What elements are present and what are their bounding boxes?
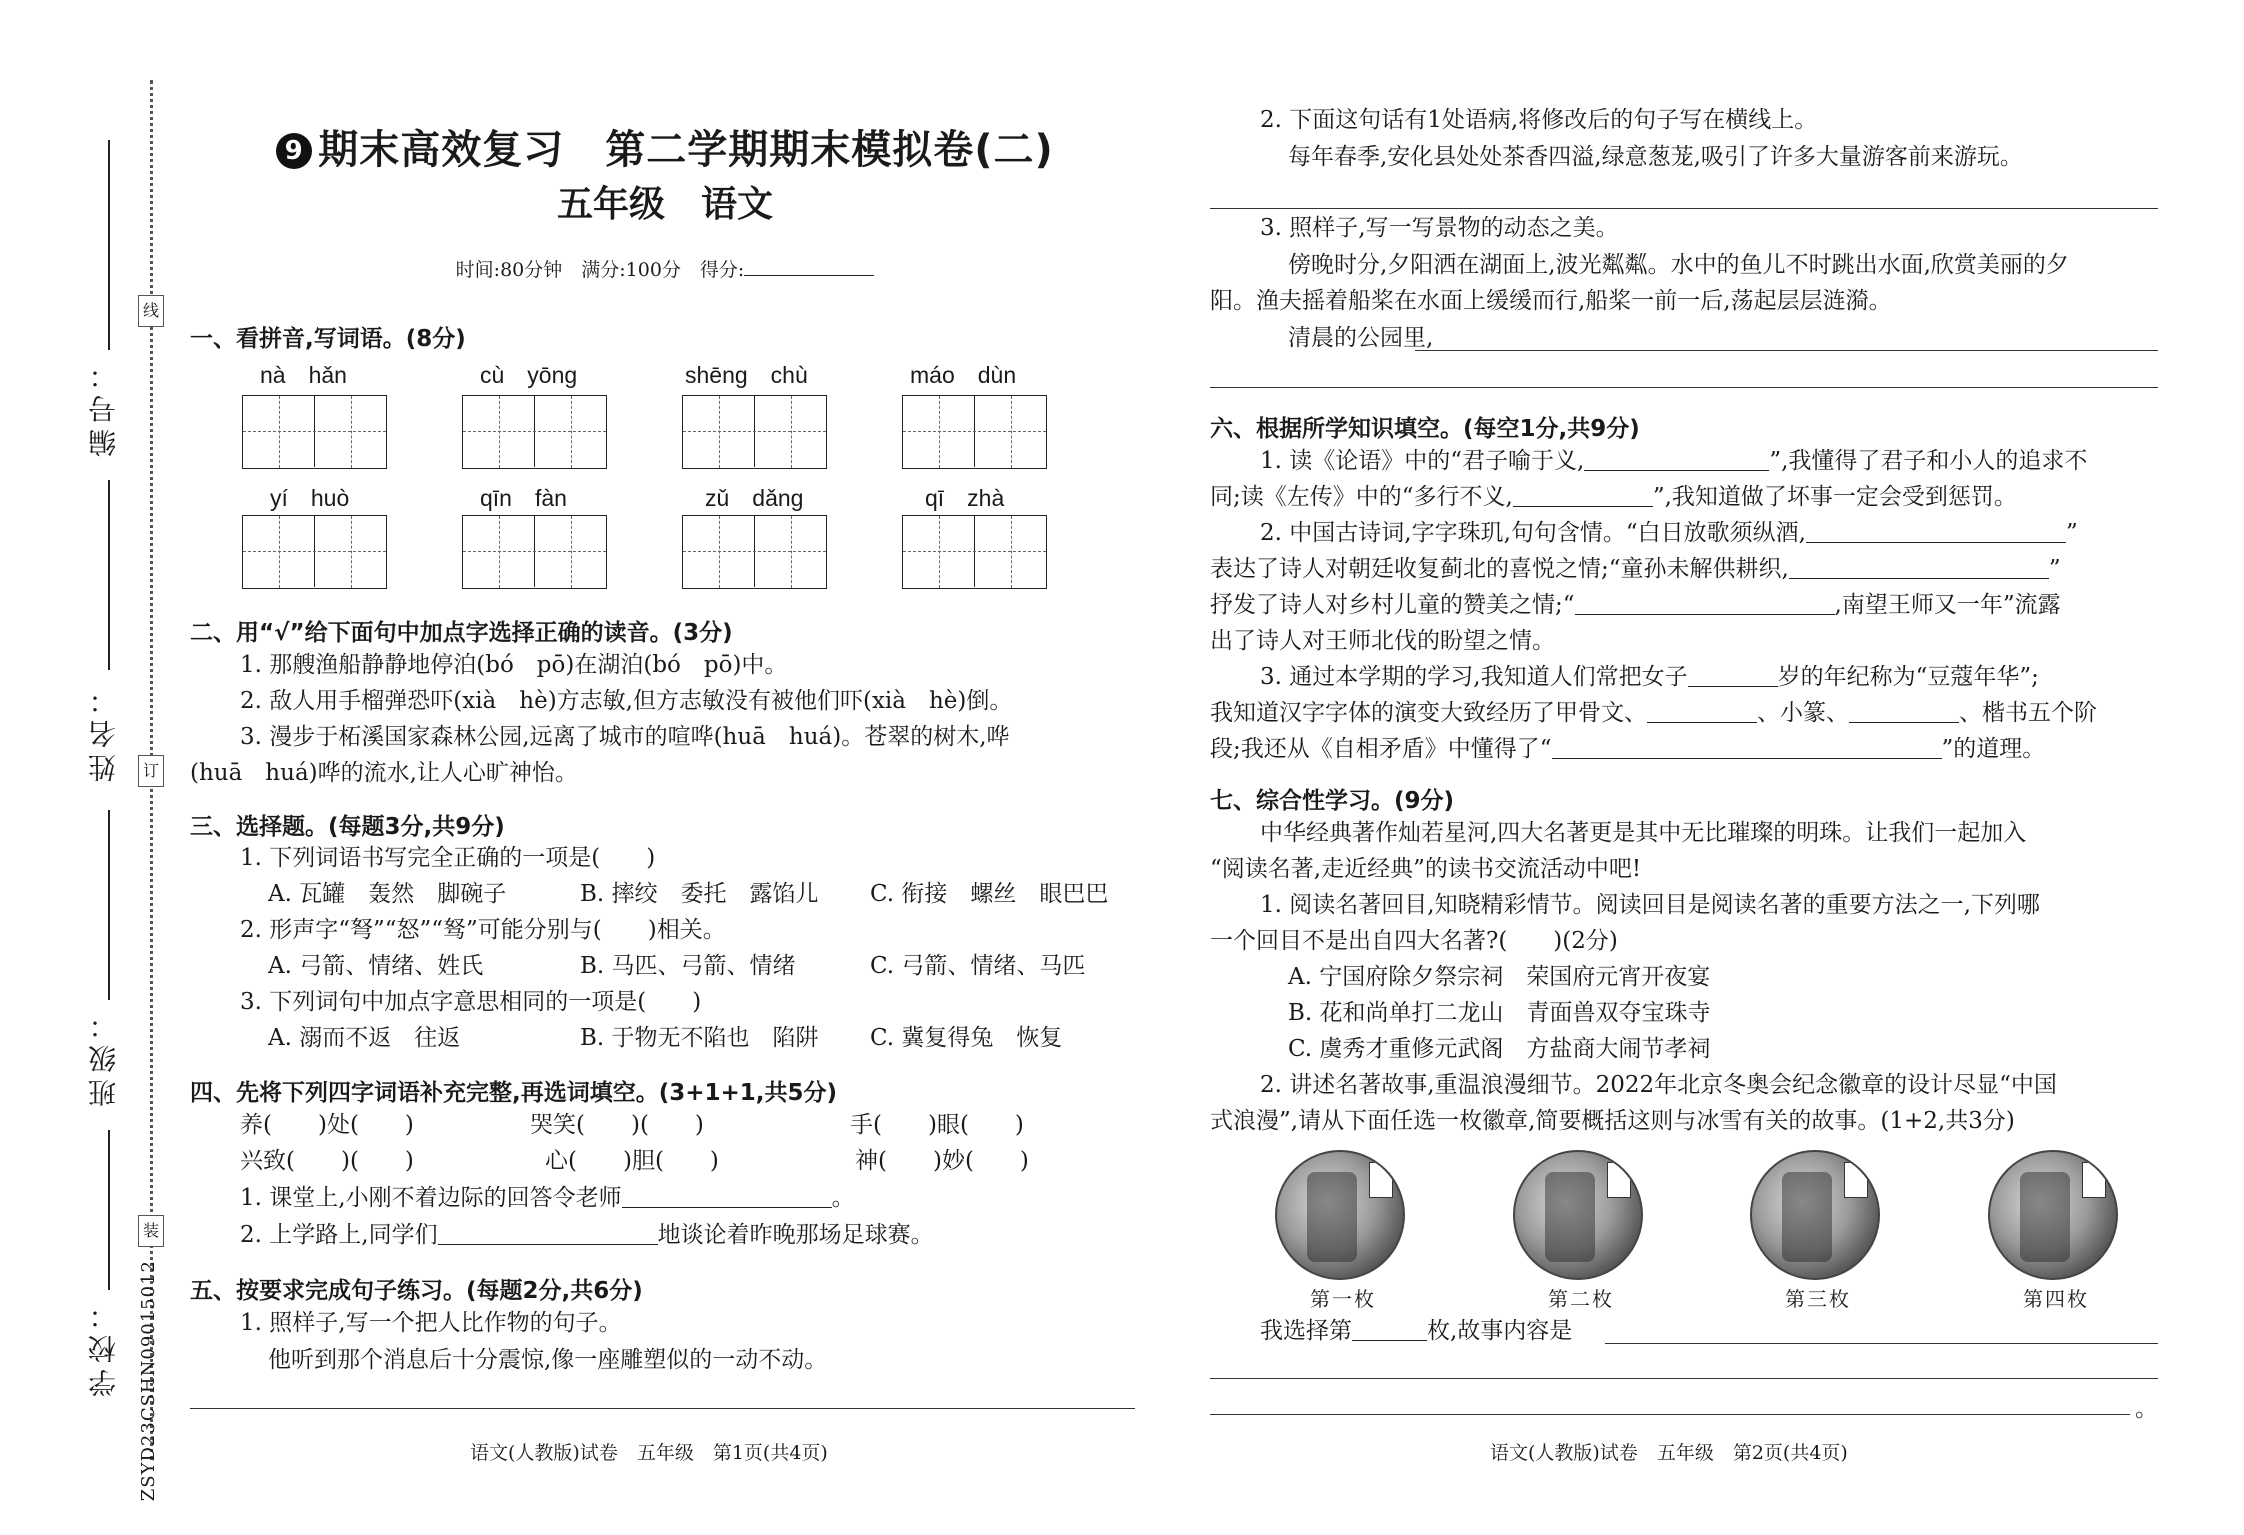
option-b[interactable]: B. 于物无不陷也 陷阱 bbox=[580, 1025, 819, 1051]
exam-title bbox=[190, 118, 1140, 175]
question-line: (huā huá)哗的流水,让人心旷神怡。 bbox=[190, 760, 578, 786]
answer-line[interactable] bbox=[1415, 350, 2158, 351]
binding-mark: 订 bbox=[138, 755, 164, 787]
idiom-blank[interactable]: 养( )处( ) bbox=[240, 1112, 414, 1138]
fill-sentence bbox=[1210, 554, 2061, 584]
pinyin-label: máo dùn bbox=[910, 362, 1017, 388]
idiom-blank[interactable]: 哭笑( )( ) bbox=[530, 1112, 704, 1138]
section-5-heading: 五、按要求完成句子练习。(每题2分,共6分) bbox=[190, 1278, 643, 1304]
option-c[interactable]: C. 弓箭、情绪、马匹 bbox=[870, 953, 1086, 979]
idiom-blank[interactable]: 神( )妙( ) bbox=[855, 1148, 1029, 1174]
answer-line[interactable] bbox=[1210, 1378, 2158, 1379]
section-7-heading: 七、综合性学习。(9分) bbox=[1210, 788, 1455, 814]
page-2 bbox=[1210, 0, 2160, 1535]
example-sentence: 他听到那个消息后十分震惊,像一座雕塑似的一动不动。 bbox=[268, 1347, 828, 1373]
sentence-text: 2. 上学路上,同学们 bbox=[240, 1222, 438, 1248]
option-c[interactable]: C. 衔接 螺丝 眼巴巴 bbox=[870, 881, 1109, 907]
answer-line[interactable] bbox=[190, 1408, 1135, 1409]
fill-sentence bbox=[1260, 662, 2039, 692]
binding-mark: 线 bbox=[138, 295, 164, 327]
page-footer: 语文(人教版)试卷 五年级 第1页(共4页) bbox=[470, 1442, 828, 1464]
question-line: 3. 漫步于柘溪国家森林公园,远离了城市的喧哗(huā huá)。苍翠的树木,哗 bbox=[240, 724, 1010, 750]
meta-text: 时间:80分钟 满分:100分 得分: bbox=[455, 259, 745, 281]
end-mark: 。 bbox=[2135, 1396, 2158, 1422]
fill-sentence bbox=[240, 1220, 934, 1250]
binding-mark: 装 bbox=[138, 1215, 164, 1247]
option-b[interactable]: B. 花和尚单打二龙山 青面兽双夺宝珠寺 bbox=[1288, 1000, 1711, 1026]
class-line[interactable] bbox=[108, 810, 110, 1000]
answer-line[interactable] bbox=[1210, 208, 2158, 209]
fill-sentence bbox=[1260, 446, 2087, 476]
fill-sentence bbox=[240, 1183, 855, 1213]
pinyin-label: yí huò bbox=[270, 485, 350, 511]
sentence-text: 岁的年纪称为“豆蔻年华”; bbox=[1777, 664, 2039, 690]
question-line: 一个回目不是出自四大名著?( )(2分) bbox=[1210, 928, 1618, 954]
answer-blank[interactable] bbox=[1849, 699, 1959, 723]
section-3-heading: 三、选择题。(每题3分,共9分) bbox=[190, 814, 505, 840]
section-6-heading: 六、根据所学知识填空。(每空1分,共9分) bbox=[1210, 416, 1640, 442]
medal-image-1 bbox=[1275, 1150, 1405, 1280]
exam-meta bbox=[190, 255, 1140, 282]
answer-blank[interactable] bbox=[1688, 663, 1778, 687]
name-label: 姓名： bbox=[87, 680, 120, 782]
title-text: 期末高效复习 第二学期期末模拟卷(二) bbox=[318, 127, 1054, 173]
medal-image-4 bbox=[1988, 1150, 2118, 1280]
section-2-heading: 二、用“√”给下面句中加点字选择正确的读音。(3分) bbox=[190, 620, 733, 646]
sentence-text: ,南望王师又一年”流露 bbox=[1834, 592, 2061, 618]
sentence-text: ”,我知道做了坏事一定会受到惩罚。 bbox=[1652, 484, 2017, 510]
answer-blank[interactable] bbox=[1575, 591, 1835, 615]
medal-image-2 bbox=[1513, 1150, 1643, 1280]
sentence-text: 3. 通过本学期的学习,我知道人们常把女子 bbox=[1260, 664, 1688, 690]
sentence-text: 我知道汉字字体的演变大致经历了甲骨文、 bbox=[1210, 700, 1647, 726]
question-line: 2. 形声字“弩”“怒”“驽”可能分别与( )相关。 bbox=[240, 917, 726, 943]
sentence-text: ”,我懂得了君子和小人的追求不 bbox=[1769, 448, 2088, 474]
sentence-text: 抒发了诗人对乡村儿童的赞美之情;“ bbox=[1210, 592, 1575, 618]
paragraph-line: 中华经典著作灿若星河,四大名著更是其中无比璀璨的明珠。让我们一起加入 bbox=[1260, 820, 2027, 846]
sentence-text: ” bbox=[2048, 556, 2061, 582]
answer-blank[interactable] bbox=[622, 1184, 832, 1208]
exam-code: ZSYD23CSHN09015012 bbox=[138, 1260, 159, 1502]
question-line: 式浪漫”,请从下面任选一枚徽章,简要概括这则与冰雪有关的故事。(1+2,共3分) bbox=[1210, 1108, 2015, 1134]
option-a[interactable]: A. 宁国府除夕祭宗祠 荣国府元宵开夜宴 bbox=[1288, 964, 1711, 990]
binding-strip bbox=[0, 0, 175, 1535]
sentence-text: 1. 读《论语》中的“君子喻于义, bbox=[1260, 448, 1585, 474]
question-line: 1. 照样子,写一个把人比作物的句子。 bbox=[240, 1310, 622, 1336]
option-c[interactable]: C. 冀复得兔 恢复 bbox=[870, 1025, 1063, 1051]
option-a[interactable]: A. 溺而不返 往返 bbox=[268, 1025, 461, 1051]
question-line: 2. 讲述名著故事,重温浪漫细节。2022年北京冬奥会纪念徽章的设计尽显“中国 bbox=[1260, 1072, 2057, 1098]
question-line: 2. 下面这句话有1处语病,将修改后的句子写在横线上。 bbox=[1260, 107, 1818, 133]
example-sentence: 每年春季,安化县处处茶香四溢,绿意葱茏,吸引了许多大量游客前来游玩。 bbox=[1288, 144, 2023, 170]
option-c[interactable]: C. 虞秀才重修元武阁 方盐商大闹节孝祠 bbox=[1288, 1036, 1711, 1062]
section-1-heading: 一、看拼音,写词语。(8分) bbox=[190, 326, 466, 352]
answer-blank[interactable] bbox=[1647, 699, 1757, 723]
answer-prompt: 清晨的公园里, bbox=[1288, 325, 1434, 351]
school-label: 学校： bbox=[87, 1295, 120, 1397]
pinyin-label: cù yōng bbox=[480, 362, 578, 388]
sentence-text: 2. 中国古诗词,字字珠玑,句句含情。“白日放歌须纵酒, bbox=[1260, 520, 1806, 546]
answer-line[interactable] bbox=[1210, 1414, 2130, 1415]
character-grid[interactable] bbox=[462, 515, 607, 589]
answer-line[interactable] bbox=[1210, 387, 2158, 388]
character-grid[interactable] bbox=[242, 395, 387, 469]
sentence-text: 、楷书五个阶 bbox=[1959, 700, 2097, 726]
sentence-text: ”的道理。 bbox=[1941, 736, 2046, 762]
class-label: 班级： bbox=[87, 1005, 120, 1107]
example-sentence: 傍晚时分,夕阳洒在湖面上,波光粼粼。水中的鱼儿不时跳出水面,欣赏美丽的夕 bbox=[1288, 252, 2069, 278]
sentence-text: ” bbox=[2065, 520, 2078, 546]
paragraph-line: “阅读名著,走近经典”的读书交流活动中吧! bbox=[1210, 856, 1642, 882]
pinyin-label: qī zhà bbox=[925, 485, 1005, 511]
fill-sentence bbox=[1260, 1316, 1572, 1346]
exam-subtitle: 五年级 语文 bbox=[556, 184, 773, 225]
answer-blank[interactable] bbox=[1806, 519, 2066, 543]
question-line: 3. 照样子,写一写景物的动态之美。 bbox=[1260, 215, 1619, 241]
answer-blank[interactable] bbox=[438, 1221, 658, 1245]
sentence-text: 、小篆、 bbox=[1757, 700, 1849, 726]
medal-label: 第二枚 bbox=[1548, 1287, 1614, 1311]
sentence-text: 。 bbox=[831, 1185, 855, 1211]
medal-image-3 bbox=[1750, 1150, 1880, 1280]
fill-sentence bbox=[1210, 698, 2097, 728]
number-label: 编号： bbox=[87, 355, 120, 457]
section-4-heading: 四、先将下列四字词语补充完整,再选词填空。(3+1+1,共5分) bbox=[190, 1080, 838, 1106]
character-grid[interactable] bbox=[902, 515, 1047, 589]
fill-sentence bbox=[1210, 482, 2017, 512]
name-line[interactable] bbox=[108, 480, 110, 670]
answer-blank[interactable] bbox=[1789, 555, 2049, 579]
fill-sentence bbox=[1210, 734, 2045, 764]
fill-sentence bbox=[1210, 590, 2061, 620]
medal-label: 第一枚 bbox=[1310, 1287, 1376, 1311]
question-line: 出了诗人对王师北伐的盼望之情。 bbox=[1210, 628, 1555, 654]
character-grid[interactable] bbox=[682, 515, 827, 589]
character-grid[interactable] bbox=[682, 395, 827, 469]
medal-label: 第三枚 bbox=[1785, 1287, 1851, 1311]
pinyin-label: qīn fàn bbox=[480, 485, 567, 511]
idiom-blank[interactable]: 心( )胆( ) bbox=[545, 1148, 719, 1174]
question-line: 1. 下列词语书写完全正确的一项是( ) bbox=[240, 845, 656, 871]
sentence-text: 1. 课堂上,小刚不着边际的回答令老师 bbox=[240, 1185, 622, 1211]
idiom-blank[interactable]: 手( )眼( ) bbox=[850, 1112, 1024, 1138]
option-a[interactable]: A. 瓦罐 轰然 脚碗子 bbox=[268, 881, 507, 907]
medal-label: 第四枚 bbox=[2023, 1287, 2089, 1311]
medal-number-blank[interactable] bbox=[1352, 1317, 1427, 1341]
answer-blank[interactable] bbox=[1513, 483, 1653, 507]
sentence-text: 表达了诗人对朝廷收复蓟北的喜悦之情;“童孙未解供耕织, bbox=[1210, 556, 1789, 582]
score-blank[interactable] bbox=[744, 258, 874, 276]
pinyin-label: zǔ dǎng bbox=[705, 485, 804, 511]
option-a[interactable]: A. 弓箭、情绪、姓氏 bbox=[268, 953, 484, 979]
answer-blank[interactable] bbox=[1552, 735, 1942, 759]
question-line: 2. 敌人用手榴弹恐吓(xià hè)方志敏,但方志敏没有被他们吓(xià hè)倒。 bbox=[240, 688, 1013, 714]
character-grid[interactable] bbox=[462, 395, 607, 469]
example-sentence: 阳。渔夫摇着船桨在水面上缓缓而行,船桨一前一后,荡起层层涟漪。 bbox=[1210, 288, 1892, 314]
sentence-text: 地谈论着昨晚那场足球赛。 bbox=[657, 1222, 934, 1248]
page-footer: 语文(人教版)试卷 五年级 第2页(共4页) bbox=[1490, 1442, 1848, 1464]
issue-badge: 9 bbox=[276, 133, 312, 169]
character-grid[interactable] bbox=[242, 515, 387, 589]
page-1 bbox=[190, 0, 1140, 1535]
fill-sentence bbox=[1260, 518, 2078, 548]
question-line: 1. 阅读名著回目,知晓精彩情节。阅读回目是阅读名著的重要方法之一,下列哪 bbox=[1260, 892, 2040, 918]
school-line[interactable] bbox=[108, 1130, 110, 1290]
pinyin-label: nà hǎn bbox=[260, 362, 347, 388]
sentence-text: 段;我还从《自相矛盾》中懂得了“ bbox=[1210, 736, 1552, 762]
sentence-text: 同;读《左传》中的“多行不义, bbox=[1210, 484, 1513, 510]
idiom-blank[interactable]: 兴致( )( ) bbox=[240, 1148, 414, 1174]
sentence-text: 枚,故事内容是 bbox=[1427, 1318, 1573, 1344]
number-line[interactable] bbox=[108, 140, 110, 350]
question-line: 1. 那艘渔船静静地停泊(bó pō)在湖泊(bó pō)中。 bbox=[240, 652, 788, 678]
sentence-text: 我选择第 bbox=[1260, 1318, 1352, 1344]
option-b[interactable]: B. 马匹、弓箭、情绪 bbox=[580, 953, 796, 979]
option-b[interactable]: B. 摔绞 委托 露馅儿 bbox=[580, 881, 819, 907]
answer-line[interactable] bbox=[1605, 1343, 2158, 1344]
question-line: 3. 下列词句中加点字意思相同的一项是( ) bbox=[240, 989, 702, 1015]
pinyin-label: shēng chù bbox=[685, 362, 808, 388]
character-grid[interactable] bbox=[902, 395, 1047, 469]
answer-blank[interactable] bbox=[1584, 447, 1769, 471]
